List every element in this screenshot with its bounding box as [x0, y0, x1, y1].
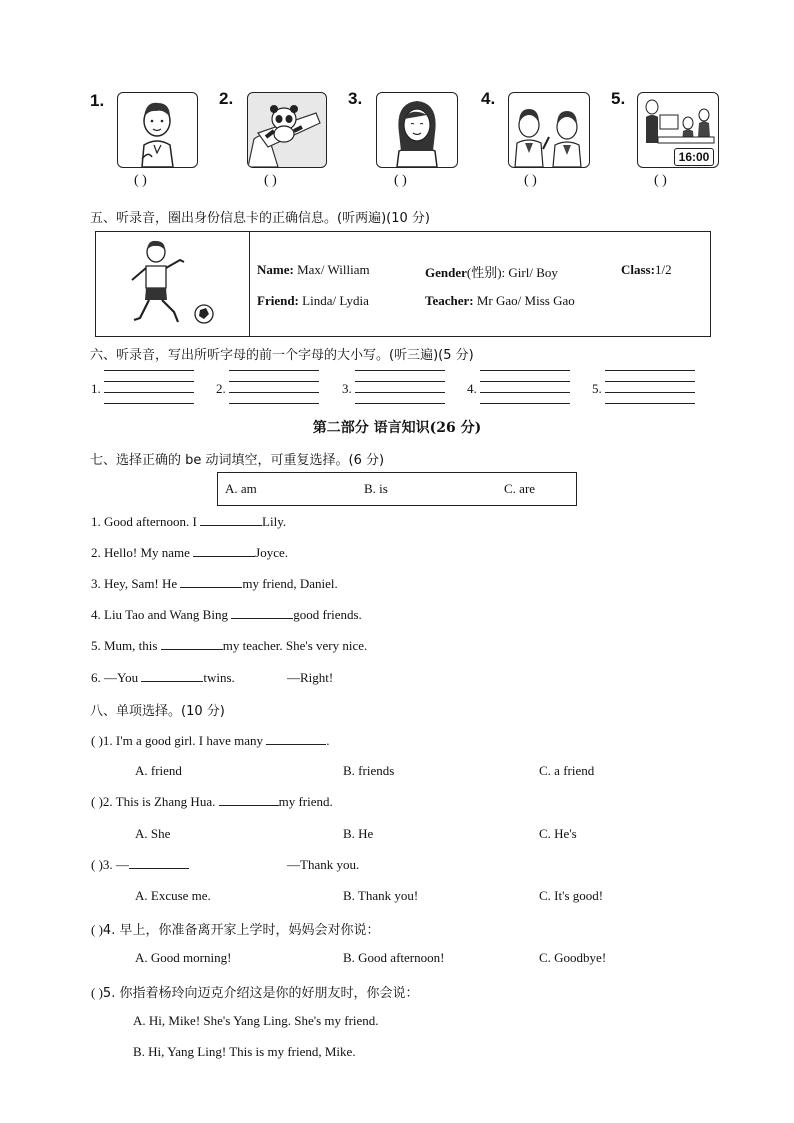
- item-number: 4.: [467, 381, 477, 396]
- answer-blank[interactable]: [200, 515, 262, 526]
- answer-blank[interactable]: [161, 639, 223, 650]
- boy-playing-football-icon: [116, 236, 216, 332]
- option-box: [217, 472, 577, 506]
- fill-question: 1. Good afternoon. I Lily.: [91, 514, 287, 529]
- dialogue-reply: —Right!: [287, 670, 334, 685]
- picture-number: 4.: [481, 89, 496, 108]
- teacher-label: Teacher:: [425, 293, 474, 308]
- boy-portrait-icon: [117, 92, 198, 168]
- option-b[interactable]: B. friends: [343, 763, 395, 778]
- teacher-value[interactable]: Mr Gao/ Miss Gao: [476, 293, 575, 308]
- panda-on-rock-icon: [247, 92, 327, 168]
- section6-title: 六、听录音，写出所听字母的前一个字母的大小写。(听三遍)(5 分): [90, 348, 474, 363]
- friend-field: [257, 293, 369, 309]
- choice-question: ( )2. This is Zhang Hua. my friend.: [91, 794, 333, 809]
- gender-label: Gender: [425, 265, 467, 280]
- dialogue-reply: —Thank you.: [287, 857, 360, 872]
- gender-field: [425, 262, 558, 281]
- answer-blank: [266, 734, 326, 745]
- choice-question: ( )1. I'm a good girl. I have many .: [91, 733, 330, 748]
- item-number: 2.: [216, 381, 226, 396]
- two-girls-greeting-icon: [508, 92, 590, 168]
- option-c[interactable]: C. a friend: [539, 763, 595, 778]
- card-divider: [249, 232, 250, 336]
- class-field: [621, 262, 672, 278]
- option-are: C. are: [504, 481, 536, 496]
- fill-question: 3. Hey, Sam! He my friend, Daniel.: [91, 576, 338, 591]
- answer-paren[interactable]: ( ): [524, 173, 537, 188]
- answer-paren[interactable]: ( ): [91, 857, 103, 872]
- picture-number: 3.: [348, 89, 363, 108]
- answer-blank[interactable]: [193, 546, 255, 557]
- part2-title: 第二部分 语言知识(26 分): [312, 420, 482, 436]
- section8-title: 八、单项选择。(10 分): [90, 704, 225, 719]
- fill-question: 4. Liu Tao and Wang Bing good friends.: [91, 607, 362, 622]
- classroom-clock-icon: [637, 92, 719, 168]
- option-c[interactable]: C. He's: [539, 826, 577, 841]
- identity-card: [95, 231, 711, 337]
- item-number: 1.: [91, 381, 101, 396]
- friend-value[interactable]: Linda/ Lydia: [302, 293, 369, 308]
- answer-blank: [219, 795, 279, 806]
- option-b[interactable]: B. Thank you!: [343, 888, 419, 903]
- girl-portrait-icon: [376, 92, 458, 168]
- option-a[interactable]: A. Hi, Mike! She's Yang Ling. She's my friend.: [133, 1013, 379, 1028]
- option-is: B. is: [364, 481, 388, 496]
- option-b[interactable]: B. Good afternoon!: [343, 950, 445, 965]
- answer-paren[interactable]: ( ): [134, 173, 147, 188]
- name-field: [257, 262, 370, 278]
- option-b[interactable]: B. Hi, Yang Ling! This is my friend, Mike.: [133, 1044, 356, 1059]
- answer-paren[interactable]: ( ): [91, 922, 103, 937]
- answer-blank[interactable]: [141, 671, 203, 682]
- answer-paren[interactable]: ( ): [91, 733, 103, 748]
- option-a[interactable]: A. Excuse me.: [135, 888, 211, 903]
- gender-value[interactable]: Girl/ Boy: [508, 265, 558, 280]
- friend-label: Friend:: [257, 293, 299, 308]
- option-a[interactable]: A. Good morning!: [135, 950, 232, 965]
- answer-blank[interactable]: [180, 577, 242, 588]
- item-number: 3.: [342, 381, 352, 396]
- picture-number: 1.: [90, 91, 105, 110]
- option-c[interactable]: C. Goodbye!: [539, 950, 607, 965]
- answer-paren[interactable]: ( ): [654, 173, 667, 188]
- choice-question: ( )3. —: [91, 857, 189, 873]
- name-label: Name:: [257, 262, 294, 277]
- choice-question: ( )5. 你指着杨玲向迈克介绍这是你的好朋友时，你会说：: [91, 985, 419, 1001]
- option-am: A. am: [225, 481, 257, 496]
- fill-question: 5. Mum, this my teacher. She's very nice.: [91, 638, 368, 653]
- fill-question: 2. Hello! My name Joyce.: [91, 545, 289, 560]
- item-number: 5.: [592, 381, 602, 396]
- section7-title: 七、选择正确的 be 动词填空，可重复选择。(6 分): [90, 453, 385, 468]
- fill-question: 6. —You twins.: [91, 670, 235, 685]
- answer-paren[interactable]: ( ): [394, 173, 407, 188]
- teacher-field: [425, 293, 575, 309]
- picture-number: 5.: [611, 89, 626, 108]
- gender-cn-label: (性别):: [466, 265, 506, 280]
- choice-question: ( )4. 早上，你准备离开家上学时，妈妈会对你说：: [91, 922, 380, 938]
- option-b[interactable]: B. He: [343, 826, 374, 841]
- option-c[interactable]: C. It's good!: [539, 888, 604, 903]
- answer-blank[interactable]: [231, 608, 293, 619]
- answer-paren[interactable]: ( ): [264, 173, 277, 188]
- clock-label: 16:00: [674, 148, 714, 166]
- class-value[interactable]: 1/2: [654, 262, 672, 277]
- option-a[interactable]: A. She: [135, 826, 171, 841]
- name-value[interactable]: Max/ William: [297, 262, 370, 277]
- section5-title: 五、听录音，圈出身份信息卡的正确信息。(听两遍)(10 分): [90, 211, 430, 226]
- picture-number: 2.: [219, 89, 234, 108]
- option-a[interactable]: A. friend: [135, 763, 182, 778]
- class-label: Class:: [621, 262, 655, 277]
- answer-paren[interactable]: ( ): [91, 985, 103, 1000]
- answer-blank: [129, 858, 189, 869]
- answer-paren[interactable]: ( ): [91, 794, 103, 809]
